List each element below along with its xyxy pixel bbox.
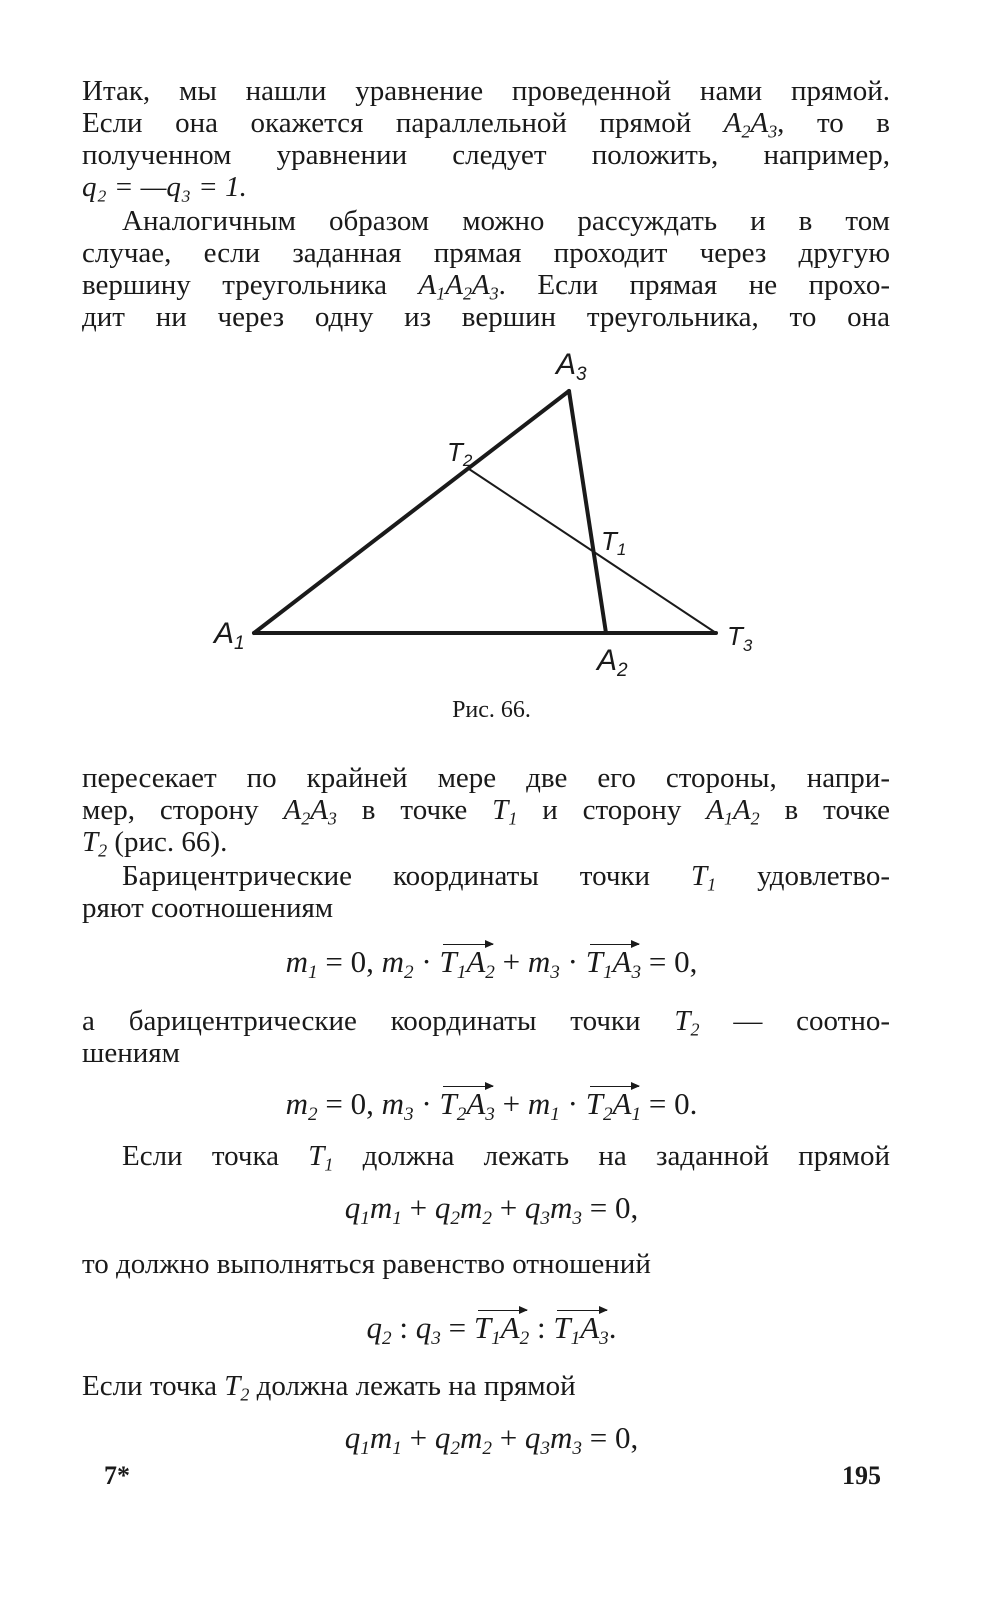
label-a3: $A_3$: [556, 348, 587, 385]
text-line: $T_2$ (рис. 66).: [82, 826, 228, 861]
text-line: а барицентрические координаты точки $T_2$ — соотно-: [82, 1005, 890, 1040]
formula-t2: $m_2 = 0$, $m_3 \cdot T_2A_3 + m_1 \cdot T_2A_1 = 0$.: [285, 1086, 698, 1125]
text-line: мер, сторону $A_2A_3$ в точке $T_1$ и сторону $A_1A_2$ в точке: [82, 794, 891, 829]
text-line: Если точка $T_2$ должна лежать на прямой: [82, 1370, 576, 1405]
text-line: то должно выполняться равенство отношений: [82, 1248, 651, 1280]
formula-line-2: $q_1m_1 + q_2m_2 + q_3m_3 = 0$,: [344, 1420, 639, 1459]
label-t1: T1: [601, 526, 627, 559]
text-line: случае, если заданная прямая проходит через другую: [82, 237, 890, 269]
label-t3: $T_3$: [727, 621, 753, 655]
text-line: пересекает по крайней мере две его стороны, напри-: [82, 762, 890, 794]
side-a1-a3: [254, 391, 569, 633]
text-line: Если она окажется параллельной прямой $A_2A_3$, то в: [82, 107, 890, 142]
vector-t1a2: $T_1A_2$: [439, 944, 495, 983]
vector-t2a1: $T_2A_1$: [585, 1086, 642, 1125]
text-line: Барицентрические координаты точки $T_1$ удовлетво-: [122, 860, 890, 895]
label-t2: T2: [447, 437, 473, 470]
vector-t2a3: $T_2A_3$: [439, 1086, 495, 1125]
text-line: ряют соотношениям: [82, 892, 334, 924]
text-line: вершину треугольника $A_1A_2A_3$. Если прямая не прохо-: [82, 269, 890, 304]
text-line: шениям: [82, 1037, 180, 1069]
line-t2-t3: [469, 469, 716, 633]
triangle-figure: [0, 0, 983, 700]
text-line: q₂ = —q₃ = 1.: [82, 171, 247, 203]
label-a2: $A_2$: [597, 644, 628, 681]
formula-t1: $m_1 = 0$, $m_2 \cdot T_1A_2 + m_3 \cdot T_1A_3 = 0$,: [285, 944, 698, 983]
text-line: Если точка $T_1$ должна лежать на заданной прямой: [122, 1140, 890, 1175]
signature-mark: 7*: [104, 1461, 130, 1490]
text-line: полученном уравнении следует положить, например,: [82, 139, 890, 171]
vector-t1a2: $T_1A_2$: [473, 1310, 530, 1349]
formula-ratio: $q_2$ : $q_3 = T_1A_2$ : $T_1A_3$.: [366, 1310, 617, 1349]
side-a3-a2: [569, 391, 606, 633]
page-number: 195: [842, 1461, 881, 1490]
text-line: Аналогичным образом можно рассуждать и в том: [122, 205, 890, 237]
formula-line-1: $q_1m_1 + q_2m_2 + q_3m_3 = 0$,: [344, 1190, 639, 1229]
text-line: дит ни через одну из вершин треугольника, то она: [82, 301, 890, 333]
text-line: Итак, мы нашли уравнение проведенной нами прямой.: [82, 75, 890, 107]
vector-t1a3: $T_1A_3$: [585, 944, 642, 983]
vector-t1a3: $T_1A_3$: [553, 1310, 609, 1349]
label-a1: $A_1$: [214, 617, 245, 654]
figure-caption: Рис. 66.: [452, 697, 531, 723]
